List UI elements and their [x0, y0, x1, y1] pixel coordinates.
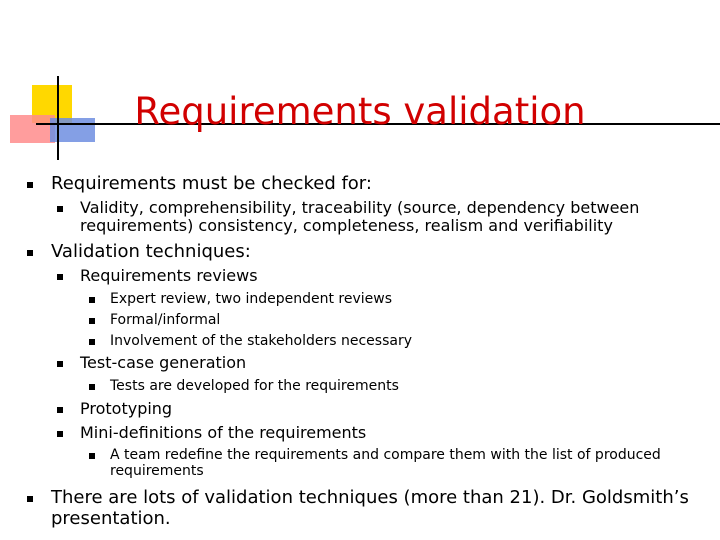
bullet-validity [57, 199, 657, 235]
bullet-text: Requirements must be checked for: [51, 173, 372, 194]
bullet-text: Mini-definitions of the requirements [80, 423, 367, 442]
bullet-icon [27, 250, 33, 256]
bullet-text: Involvement of the stakeholders necessary [110, 333, 412, 349]
bullet-text: Test-case generation [80, 353, 247, 372]
bullet-text: Expert review, two independent reviews [110, 291, 393, 307]
bullet-lots-of-techniques [27, 487, 697, 529]
bullet-text: Validation techniques: [51, 241, 251, 262]
bullet-text: A team redefine the requirements and compare them with the list of produced requirements [110, 447, 661, 479]
bullet-text: Tests are developed for the requirements [110, 378, 399, 394]
bullet-prototyping [57, 400, 657, 418]
bullet-icon [27, 182, 33, 188]
bullet-icon [57, 407, 63, 413]
bullet-stakeholders [89, 333, 679, 349]
bullet-icon [57, 431, 63, 437]
bullet-text: There are lots of validation techniques (more than 21). Dr. Goldsmith’s presentation. [51, 487, 689, 529]
bullet-icon [57, 206, 63, 212]
bullet-icon [89, 339, 95, 345]
bullet-icon [57, 274, 63, 280]
bullet-text: Validity, comprehensibility, traceability (source, dependency between requirements) consistency, completeness, realism and verifiability [80, 198, 640, 235]
bullet-test-case-generation [57, 354, 657, 372]
bullet-formal-informal [89, 312, 679, 328]
bullet-checked-for [27, 173, 707, 194]
bullet-team-redefine [89, 447, 679, 479]
bullet-icon [57, 361, 63, 367]
bullet-text: Requirements reviews [80, 266, 258, 285]
bullet-tests-developed [89, 378, 679, 394]
bullet-icon [89, 318, 95, 324]
bullet-expert-review [89, 291, 679, 307]
bullet-mini-definitions [57, 424, 657, 442]
bullet-icon [27, 496, 33, 502]
bullet-validation-techniques [27, 241, 707, 262]
bullet-icon [89, 384, 95, 390]
bullet-requirements-reviews [57, 267, 657, 285]
bullet-text: Formal/informal [110, 312, 221, 328]
bullet-icon [89, 297, 95, 303]
bullet-text: Prototyping [80, 399, 173, 418]
slide-title: Requirements validation [134, 90, 586, 133]
bullet-icon [89, 453, 95, 459]
